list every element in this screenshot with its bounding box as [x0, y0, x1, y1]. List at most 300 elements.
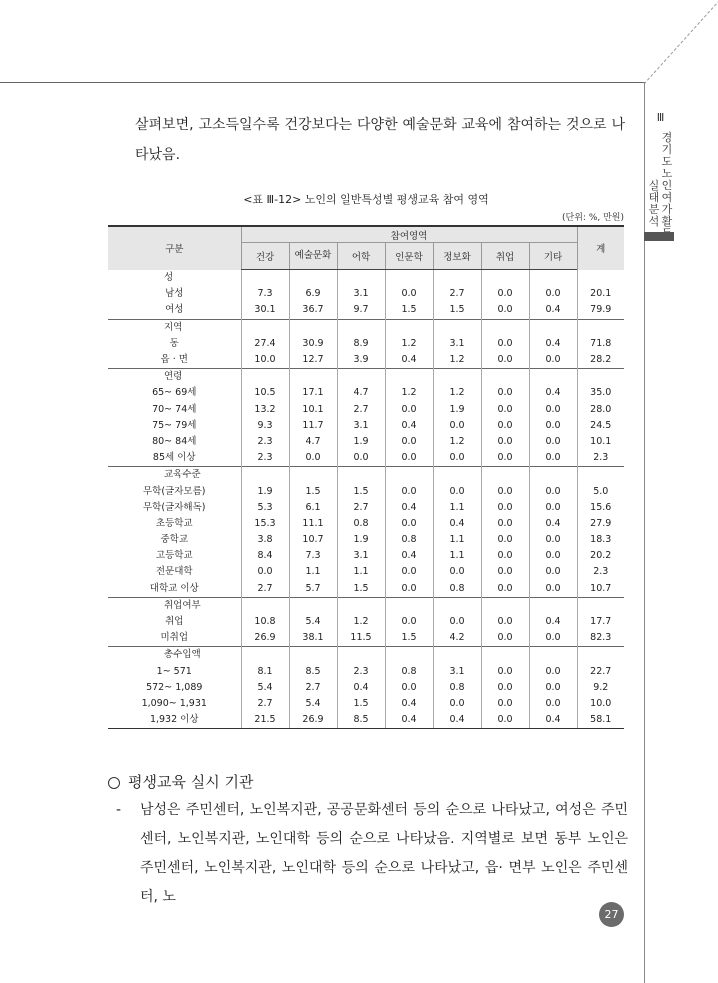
table-cell: 36.7	[289, 302, 337, 319]
row-label: 80~ 84세	[152, 435, 197, 447]
table-cell: 3.1	[337, 286, 385, 302]
table-cell: 0.0	[481, 630, 529, 647]
table-cell	[481, 597, 529, 614]
table-cell	[385, 319, 433, 336]
row-label: 읍 · 면	[160, 354, 188, 366]
table-cell: 5.4	[289, 696, 337, 712]
row-label: 취업	[165, 616, 184, 628]
table-cell: 0.0	[433, 696, 481, 712]
table-row	[108, 385, 624, 401]
table-cell: 0.0	[529, 532, 577, 548]
table-row	[108, 712, 624, 729]
table-cell: 9.2	[577, 680, 624, 696]
row-label: 총수입액	[108, 647, 241, 664]
table-cell	[337, 369, 385, 386]
table-cell: 0.0	[385, 516, 433, 532]
table-cell: 1.5	[337, 581, 385, 598]
header-col: 인문학	[385, 243, 433, 270]
table-cell: 0.0	[481, 500, 529, 516]
table-cell: 0.0	[481, 450, 529, 467]
table-cell: 0.0	[289, 450, 337, 467]
chapter-title-col2: 실태분석	[648, 179, 660, 228]
circle-bullet-icon	[108, 777, 120, 789]
table-cell: 1.2	[385, 385, 433, 401]
table-cell: 0.4	[529, 712, 577, 729]
dash-bullet: -	[116, 802, 122, 818]
row-label: 교육수준	[108, 467, 241, 484]
row-label: 초등학교	[155, 517, 193, 529]
table-cell	[337, 270, 385, 287]
corner-decoration	[640, 0, 718, 86]
table-row	[108, 614, 624, 630]
bullet-text: 남성은 주민센터, 노인복지관, 공공문화센터 등의 순으로 나타났고, 여성은 주민센터, 노인복지관, 노인대학 등의 순으로 나타났음. 지역별로 보면 동부 노인은 주민센터, 노인복지관, 노인대학 등의 순으로 나타났고, 읍· 면부 노인은 주민센터, 노	[140, 802, 628, 905]
table-cell: 2.7	[289, 680, 337, 696]
table-cell: 10.1	[577, 434, 624, 450]
table-cell: 0.0	[385, 680, 433, 696]
row-label: 성	[164, 271, 174, 283]
row-label: 연령	[108, 369, 241, 386]
table-cell: 0.4	[385, 548, 433, 564]
table-cell: 1.9	[433, 402, 481, 418]
table-cell	[481, 369, 529, 386]
table-cell	[289, 369, 337, 386]
row-label: 남성	[165, 288, 184, 300]
table-cell	[481, 270, 529, 287]
table-row	[108, 680, 624, 696]
table-cell	[577, 319, 624, 336]
table-cell: 1.1	[337, 564, 385, 580]
table-cell: 9.7	[337, 302, 385, 319]
table-cell: 1.5	[433, 302, 481, 319]
table-cell: 0.0	[529, 402, 577, 418]
table-cell	[577, 467, 624, 484]
row-label: 85세 이상	[152, 452, 196, 464]
table-cell	[529, 467, 577, 484]
table-cell: 2.3	[241, 450, 289, 467]
table-cell	[577, 647, 624, 664]
table-row	[108, 696, 624, 712]
table-cell: 0.0	[385, 614, 433, 630]
table-cell: 2.3	[241, 434, 289, 450]
table-row	[108, 302, 624, 319]
table-cell: 8.4	[241, 548, 289, 564]
table-cell: 8.5	[337, 712, 385, 729]
table-cell: 6.1	[289, 500, 337, 516]
table-cell	[337, 597, 385, 614]
table-cell: 0.4	[433, 516, 481, 532]
table-cell: 0.0	[481, 352, 529, 369]
table-cell: 0.4	[529, 302, 577, 319]
table-cell: 10.7	[577, 581, 624, 598]
table-cell	[241, 467, 289, 484]
header-total: 계	[577, 226, 624, 270]
table-cell: 0.0	[481, 680, 529, 696]
table-cell: 8.1	[241, 664, 289, 680]
table-cell: 0.0	[529, 434, 577, 450]
table-cell: 6.9	[289, 286, 337, 302]
table-cell: 10.1	[289, 402, 337, 418]
table-cell: 0.0	[385, 581, 433, 598]
table-row	[108, 450, 624, 467]
table-cell: 0.0	[529, 680, 577, 696]
table-cell	[289, 270, 337, 287]
table-cell: 1.5	[289, 483, 337, 499]
table-cell: 15.3	[241, 516, 289, 532]
table-cell: 0.0	[433, 450, 481, 467]
table-cell	[289, 467, 337, 484]
table-cell: 2.3	[577, 450, 624, 467]
table-cell: 11.5	[337, 630, 385, 647]
table-cell: 0.4	[385, 696, 433, 712]
table-cell: 3.1	[433, 336, 481, 352]
table-cell: 0.0	[337, 450, 385, 467]
header-col: 예술문화	[289, 243, 337, 270]
table-cell: 0.0	[385, 564, 433, 580]
table-row	[108, 286, 624, 302]
table-cell: 1.9	[337, 532, 385, 548]
table-cell: 4.2	[433, 630, 481, 647]
table-cell: 0.8	[433, 581, 481, 598]
table-cell: 0.0	[529, 286, 577, 302]
table-cell: 3.1	[337, 548, 385, 564]
table-group-row	[108, 270, 624, 287]
table-cell: 0.0	[385, 450, 433, 467]
table-cell: 2.7	[241, 581, 289, 598]
table-cell: 13.2	[241, 402, 289, 418]
table-row	[108, 516, 624, 532]
table-cell: 79.9	[577, 302, 624, 319]
table-cell: 0.0	[481, 532, 529, 548]
chapter-side-label	[646, 111, 674, 228]
table-cell	[241, 319, 289, 336]
table-cell	[433, 647, 481, 664]
table-cell: 0.0	[481, 402, 529, 418]
table-cell: 18.3	[577, 532, 624, 548]
table-cell: 0.4	[529, 336, 577, 352]
table-row	[108, 402, 624, 418]
table-cell	[385, 369, 433, 386]
table-cell: 58.1	[577, 712, 624, 729]
table-cell: 0.4	[433, 712, 481, 729]
table-row	[108, 564, 624, 580]
table-cell: 0.0	[481, 483, 529, 499]
table-cell: 1.5	[385, 302, 433, 319]
table-cell: 26.9	[289, 712, 337, 729]
table-cell: 8.5	[289, 664, 337, 680]
table-cell: 1.2	[337, 614, 385, 630]
table-cell: 11.1	[289, 516, 337, 532]
table-cell	[433, 597, 481, 614]
table-cell: 1.5	[337, 696, 385, 712]
row-label: 취업여부	[108, 597, 241, 614]
row-label: 1,090~ 1,931	[141, 697, 207, 709]
table-cell	[241, 270, 289, 287]
table-cell: 0.0	[529, 664, 577, 680]
table-row	[108, 483, 624, 499]
table-cell: 0.0	[241, 564, 289, 580]
row-label: 70~ 74세	[152, 403, 197, 415]
table-row	[108, 532, 624, 548]
header-rule	[0, 82, 644, 83]
row-label: 75~ 79세	[152, 419, 197, 431]
row-label: 무학(글자모름)	[143, 485, 206, 497]
table-cell: 8.9	[337, 336, 385, 352]
table-row	[108, 418, 624, 434]
row-label: 중학교	[160, 534, 189, 546]
table-cell: 0.0	[385, 483, 433, 499]
table-cell: 0.4	[529, 385, 577, 401]
row-label: 대학교 이상	[149, 582, 199, 594]
table-row	[108, 500, 624, 516]
table-cell: 20.2	[577, 548, 624, 564]
table-cell: 30.9	[289, 336, 337, 352]
table-cell: 1.2	[385, 336, 433, 352]
table-cell: 0.0	[481, 418, 529, 434]
section-title: 평생교육 실시 기관	[128, 773, 254, 791]
row-label: 무학(글자해독)	[143, 501, 206, 513]
table-cell	[529, 369, 577, 386]
table-row	[108, 336, 624, 352]
table-cell: 5.4	[289, 614, 337, 630]
chapter-number: Ⅲ	[656, 111, 664, 124]
table-group-row	[108, 319, 624, 336]
table-cell	[241, 369, 289, 386]
table-cell	[385, 467, 433, 484]
table-unit: (단위: %, 만원)	[562, 213, 624, 223]
table-cell: 3.8	[241, 532, 289, 548]
table-cell: 0.0	[481, 664, 529, 680]
table-cell: 3.1	[337, 418, 385, 434]
page-number: 27	[599, 902, 624, 927]
table-cell: 0.0	[481, 564, 529, 580]
table-cell: 24.5	[577, 418, 624, 434]
table-cell: 0.0	[481, 696, 529, 712]
table-cell: 28.2	[577, 352, 624, 369]
table-cell: 0.4	[337, 680, 385, 696]
table-cell	[577, 597, 624, 614]
table-cell: 0.0	[385, 286, 433, 302]
table-cell: 0.0	[481, 581, 529, 598]
table-cell: 2.7	[241, 696, 289, 712]
table-cell	[529, 647, 577, 664]
table-cell: 0.0	[481, 516, 529, 532]
table-cell: 20.1	[577, 286, 624, 302]
row-label: 65~ 69세	[152, 387, 197, 399]
row-label: 여성	[165, 304, 184, 316]
row-label: 1~ 571	[156, 665, 192, 677]
table-cell: 0.8	[385, 532, 433, 548]
table-cell	[241, 597, 289, 614]
table-cell	[577, 369, 624, 386]
table-cell: 22.7	[577, 664, 624, 680]
table-cell: 3.1	[433, 664, 481, 680]
table-cell: 2.7	[337, 402, 385, 418]
table-cell: 5.4	[241, 680, 289, 696]
table-cell: 0.0	[529, 548, 577, 564]
table-cell: 4.7	[337, 385, 385, 401]
table-cell: 0.0	[481, 548, 529, 564]
table-cell	[289, 319, 337, 336]
table-cell: 0.0	[529, 630, 577, 647]
section-heading	[108, 771, 253, 792]
table-cell: 2.3	[577, 564, 624, 580]
table-cell: 0.0	[481, 286, 529, 302]
header-domain: 참여영역	[241, 226, 577, 243]
row-label: 미취업	[160, 632, 189, 644]
header-col: 기타	[529, 243, 577, 270]
header-group: 구분	[108, 226, 241, 270]
table-cell	[337, 467, 385, 484]
table-cell: 2.7	[433, 286, 481, 302]
table-cell: 5.7	[289, 581, 337, 598]
table-cell	[337, 647, 385, 664]
table-cell: 28.0	[577, 402, 624, 418]
table-cell: 0.0	[529, 418, 577, 434]
row-label: 1,932 이상	[108, 712, 241, 729]
table-cell: 17.7	[577, 614, 624, 630]
row-label: 고등학교	[155, 550, 193, 562]
table-cell: 35.0	[577, 385, 624, 401]
table-cell: 10.8	[241, 614, 289, 630]
table-caption: <표 Ⅲ-12> 노인의 일반특성별 평생교육 참여 영역	[243, 193, 489, 206]
table-cell: 0.4	[385, 500, 433, 516]
header-col: 건강	[241, 243, 289, 270]
table-cell: 0.0	[385, 434, 433, 450]
table-cell: 0.4	[385, 352, 433, 369]
table-cell: 1.9	[241, 483, 289, 499]
table-cell: 0.0	[529, 696, 577, 712]
header-col: 어학	[337, 243, 385, 270]
table-cell: 5.0	[577, 483, 624, 499]
table-cell: 10.7	[289, 532, 337, 548]
table-cell: 30.1	[241, 302, 289, 319]
table-cell	[385, 647, 433, 664]
table-cell: 82.3	[577, 630, 624, 647]
table-cell: 5.3	[241, 500, 289, 516]
table-group-row	[108, 597, 624, 614]
table-cell: 1.9	[337, 434, 385, 450]
table-row	[108, 352, 624, 369]
margin-rule	[644, 82, 645, 983]
table-cell: 7.3	[289, 548, 337, 564]
table-cell: 0.4	[385, 418, 433, 434]
table-cell: 15.6	[577, 500, 624, 516]
table-cell: 4.7	[289, 434, 337, 450]
table-cell: 1.2	[433, 352, 481, 369]
table-cell	[385, 270, 433, 287]
table-cell: 0.8	[433, 680, 481, 696]
table-cell: 0.0	[433, 418, 481, 434]
table-cell: 1.2	[433, 385, 481, 401]
header-col: 정보화	[433, 243, 481, 270]
table-cell: 9.3	[241, 418, 289, 434]
table-cell: 0.8	[385, 664, 433, 680]
table-cell: 27.9	[577, 516, 624, 532]
table-cell: 0.0	[529, 564, 577, 580]
table-cell	[529, 319, 577, 336]
table-cell: 26.9	[241, 630, 289, 647]
table-row	[108, 581, 624, 598]
table-cell	[337, 319, 385, 336]
chapter-tab-marker	[644, 232, 674, 241]
table-cell: 11.7	[289, 418, 337, 434]
table-cell: 1.5	[337, 483, 385, 499]
table-cell: 0.0	[481, 302, 529, 319]
row-label: 전문대학	[155, 566, 193, 578]
table-cell: 0.0	[481, 712, 529, 729]
table-cell: 3.9	[337, 352, 385, 369]
table-cell: 0.0	[481, 434, 529, 450]
table-cell: 21.5	[241, 712, 289, 729]
table-cell	[433, 369, 481, 386]
row-label: 동	[169, 337, 179, 349]
intro-paragraph-line2: 타났음.	[135, 147, 181, 163]
table-cell: 0.0	[481, 614, 529, 630]
intro-paragraph-line1: 살펴보면, 고소득일수록 건강보다는 다양한 예술문화 교육에 참여하는 것으로 나	[135, 117, 625, 133]
table-cell: 0.0	[433, 564, 481, 580]
table-cell: 2.7	[337, 500, 385, 516]
table-cell: 0.0	[529, 581, 577, 598]
table-cell: 1.2	[433, 434, 481, 450]
table-cell	[433, 270, 481, 287]
table-cell	[241, 647, 289, 664]
table-cell	[481, 319, 529, 336]
table-row	[108, 664, 624, 680]
table-row	[108, 434, 624, 450]
table-row	[108, 630, 624, 647]
table-cell: 0.0	[529, 500, 577, 516]
table-cell	[385, 597, 433, 614]
table-cell: 0.0	[529, 483, 577, 499]
table-cell: 0.4	[385, 712, 433, 729]
table-cell: 0.0	[481, 336, 529, 352]
table-cell: 12.7	[289, 352, 337, 369]
table-cell: 2.3	[337, 664, 385, 680]
table-cell: 7.3	[241, 286, 289, 302]
table-cell	[529, 270, 577, 287]
table-cell: 38.1	[289, 630, 337, 647]
table-cell: 1.1	[433, 532, 481, 548]
table-row	[108, 548, 624, 564]
table-cell	[529, 597, 577, 614]
table-cell: 1.1	[289, 564, 337, 580]
table-cell: 0.0	[385, 402, 433, 418]
table-cell: 1.5	[385, 630, 433, 647]
table-cell	[577, 270, 624, 287]
table-group-row	[108, 467, 624, 484]
table-cell: 71.8	[577, 336, 624, 352]
header-col: 취업	[481, 243, 529, 270]
participation-table	[108, 225, 624, 729]
table-cell	[481, 467, 529, 484]
chapter-title-col1: 경기도 노인여가활	[661, 131, 673, 228]
bullet-paragraph	[116, 796, 628, 912]
table-cell: 0.0	[433, 614, 481, 630]
table-cell: 0.0	[529, 352, 577, 369]
table-cell	[433, 467, 481, 484]
table-cell: 0.4	[529, 614, 577, 630]
table-cell: 1.1	[433, 500, 481, 516]
table-group-row	[108, 647, 624, 664]
table-cell	[433, 319, 481, 336]
table-cell: 0.0	[481, 385, 529, 401]
table-cell	[481, 647, 529, 664]
table-cell: 27.4	[241, 336, 289, 352]
row-label: 572~ 1,089	[146, 681, 203, 693]
table-group-row	[108, 369, 624, 386]
table-cell: 10.0	[241, 352, 289, 369]
table-cell: 0.4	[529, 516, 577, 532]
